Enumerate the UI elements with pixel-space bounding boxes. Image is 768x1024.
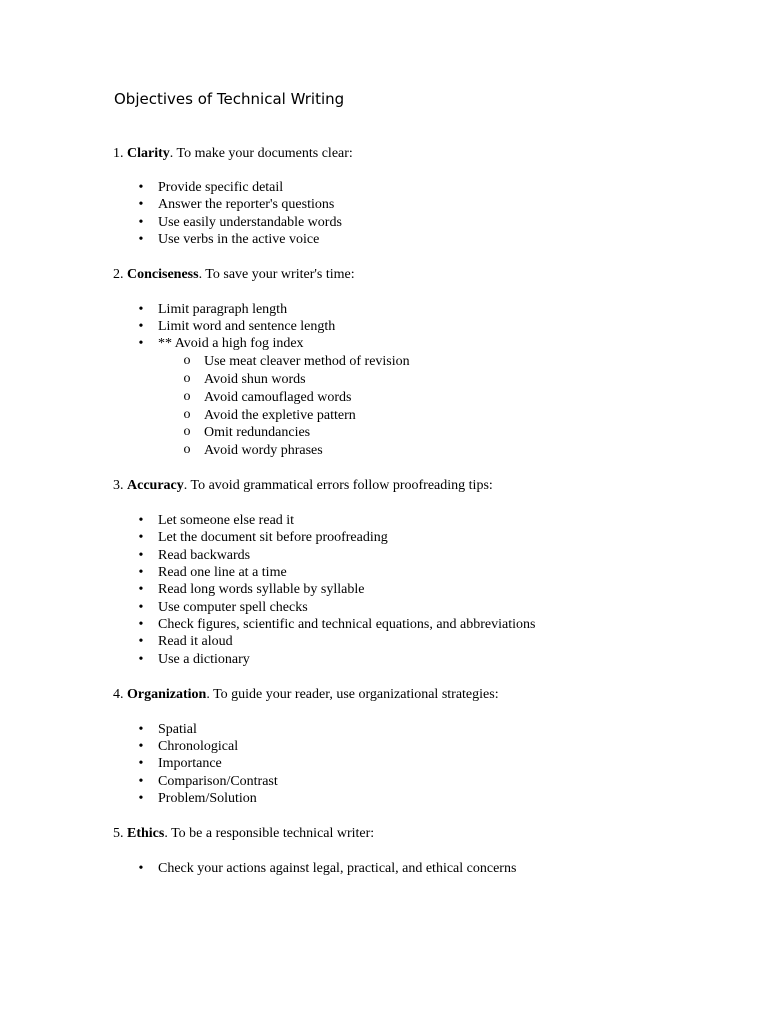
list-item [138,179,284,196]
bullet-icon: • [138,336,144,351]
list-item [138,651,250,668]
page-title: Objectives of Technical Writing [114,90,345,108]
list-item [138,860,517,877]
list-item-text: Read one line at a time [158,565,287,580]
sub-bullet-icon: o [183,389,191,404]
list-item [138,633,233,650]
list-item [138,721,197,738]
sub-list-item-text: Avoid the expletive pattern [204,408,356,423]
bullet-icon: • [138,513,144,528]
list-item-text: Chronological [158,739,239,754]
sub-list-item [183,424,311,441]
bullet-icon: • [138,319,144,334]
sub-list-item-text: Use meat cleaver method of revision [204,354,410,369]
section-number: 4. [113,687,124,702]
bullet-icon: • [138,861,144,876]
list-item [138,547,251,564]
list-item-text: Check figures, scientific and technical equations, and abbreviations [158,617,536,632]
list-item [138,755,222,772]
bullet-icon: • [138,197,144,212]
list-item-text: ** Avoid a high fog index [158,336,304,351]
bullet-icon: • [138,582,144,597]
bullet-icon: • [138,617,144,632]
list-item-text: Read backwards [158,548,251,563]
list-item-text: Limit paragraph length [158,302,288,317]
bullet-icon: • [138,652,144,667]
list-item-text: Check your actions against legal, practical, and ethical concerns [158,861,517,876]
list-item-text: Answer the reporter's questions [158,197,335,212]
list-item [138,214,342,231]
section-heading-conciseness [113,266,355,283]
list-item [138,335,304,352]
list-item-text: Comparison/Contrast [158,774,278,789]
bullet-icon: • [138,548,144,563]
bullet-icon: • [138,302,144,317]
list-item-text: Spatial [158,722,197,737]
section-term: Ethics [127,826,165,841]
sub-bullet-icon: o [183,424,191,439]
bullet-icon: • [138,565,144,580]
bullet-icon: • [138,774,144,789]
section-number: 1. [113,146,124,161]
sub-list-item-text: Avoid wordy phrases [204,443,323,458]
list-item [138,318,336,335]
sub-list-item [183,407,356,424]
section-description: . To save your writer's time: [198,267,355,282]
list-item [138,512,295,529]
section-term: Conciseness [127,267,199,282]
bullet-icon: • [138,756,144,771]
section-number: 2. [113,267,124,282]
section-term: Clarity [127,146,170,161]
list-item [138,616,536,633]
bullet-icon: • [138,739,144,754]
list-item-text: Use a dictionary [158,652,250,667]
list-item-text: Importance [158,756,222,771]
section-number: 3. [113,478,124,493]
bullet-icon: • [138,530,144,545]
bullet-icon: • [138,232,144,247]
sub-list-item-text: Avoid shun words [204,372,306,387]
sub-bullet-icon: o [183,407,191,422]
list-item-text: Use computer spell checks [158,600,308,615]
section-heading-organization [113,686,499,703]
section-description: . To be a responsible technical writer: [164,826,375,841]
section-term: Accuracy [127,478,184,493]
sub-list-item [183,371,306,388]
bullet-icon: • [138,722,144,737]
list-item [138,599,308,616]
list-item-text: Use verbs in the active voice [158,232,320,247]
sub-list-item-text: Omit redundancies [204,425,311,440]
sub-list-item [183,389,352,406]
bullet-icon: • [138,215,144,230]
sub-bullet-icon: o [183,371,191,386]
section-description: . To guide your reader, use organizational strategies: [206,687,499,702]
section-heading-ethics [113,825,374,842]
list-item [138,529,388,546]
sub-list-item-text: Avoid camouflaged words [204,390,352,405]
list-item-text: Let someone else read it [158,513,295,528]
section-number: 5. [113,826,124,841]
list-item [138,196,335,213]
section-description: . To make your documents clear: [169,146,353,161]
bullet-icon: • [138,634,144,649]
list-item [138,564,287,581]
sub-list-item [183,353,410,370]
list-item-text: Provide specific detail [158,180,284,195]
list-item-text: Read long words syllable by syllable [158,582,365,597]
list-item-text: Limit word and sentence length [158,319,336,334]
bullet-icon: • [138,791,144,806]
bullet-icon: • [138,180,144,195]
list-item-text: Read it aloud [158,634,233,649]
section-heading-accuracy [113,477,493,494]
list-item [138,581,365,598]
list-item [138,790,257,807]
sub-bullet-icon: o [183,442,191,457]
bullet-icon: • [138,600,144,615]
list-item [138,738,239,755]
section-term: Organization [127,687,207,702]
list-item [138,231,320,248]
section-heading-clarity [113,145,353,162]
list-item-text: Use easily understandable words [158,215,342,230]
section-description: . To avoid grammatical errors follow proofreading tips: [183,478,493,493]
sub-list-item [183,442,323,459]
list-item-text: Let the document sit before proofreading [158,530,388,545]
list-item-text: Problem/Solution [158,791,257,806]
list-item [138,773,278,790]
sub-bullet-icon: o [183,353,191,368]
list-item [138,301,288,318]
